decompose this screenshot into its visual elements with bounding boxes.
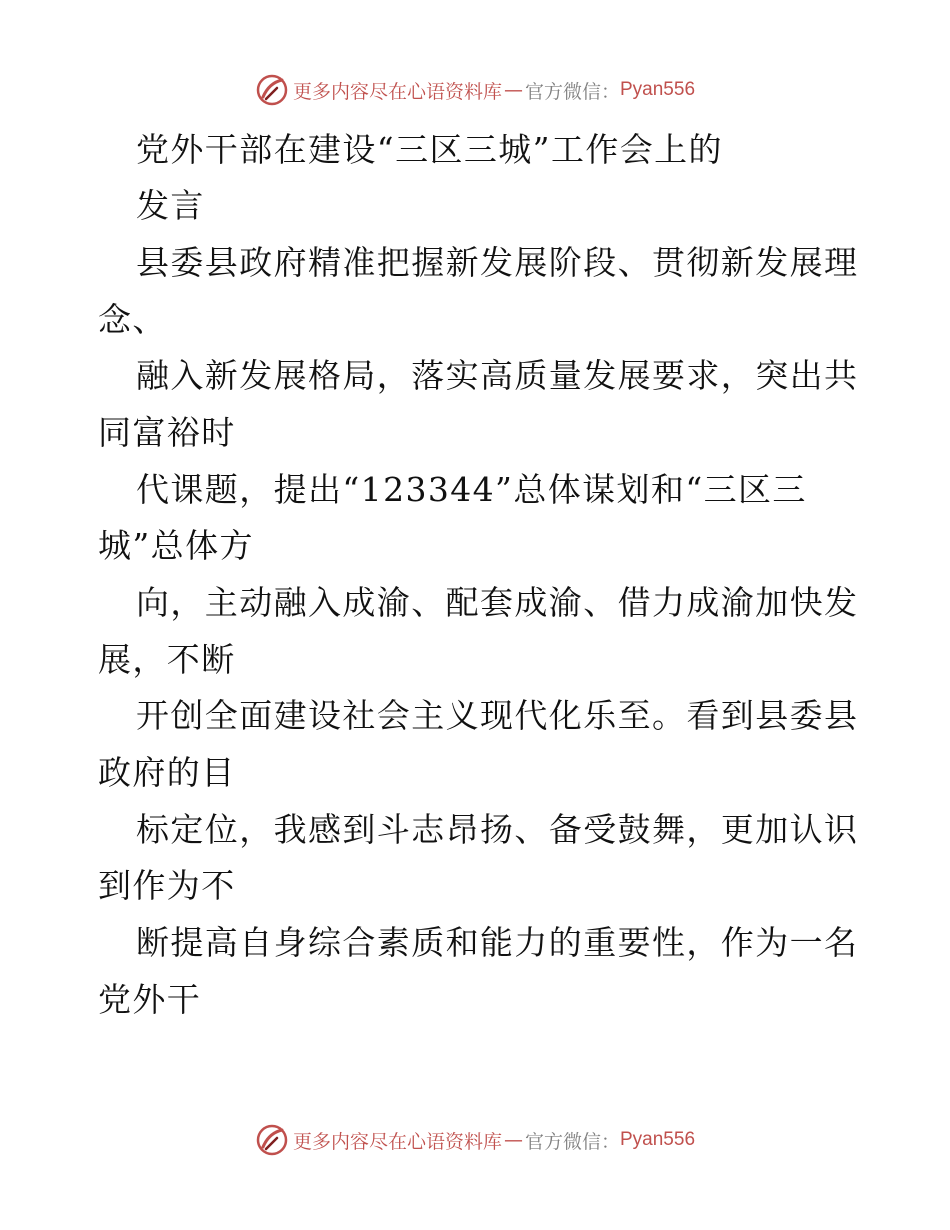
text-line: 融入新发展格局，落实高质量发展要求，突出共 <box>136 356 859 395</box>
header-watermark <box>0 70 950 110</box>
text-line: 县委县政府精准把握新发展阶段、贯彻新发展理 <box>136 243 859 282</box>
watermark-dash: — <box>503 79 523 101</box>
text-line: 城”总体方 <box>98 526 254 565</box>
text-line: 断提高自身综合素质和能力的重要性，作为一名 <box>136 923 859 962</box>
footer-watermark <box>0 1120 950 1160</box>
text-line: 党外干 <box>98 980 202 1019</box>
title-line-1: 党外干部在建设“三区三城”工作会上的 <box>136 130 723 169</box>
watermark-dash: — <box>503 1129 523 1151</box>
watermark-official: 官方微信： <box>524 80 620 103</box>
watermark-text: 更多内容尽在心语资料库 <box>292 1130 502 1153</box>
pen-logo-icon <box>255 73 289 107</box>
text-line: 代课题，提出“123344”总体谋划和“三区三 <box>136 470 807 509</box>
text-line: 标定位，我感到斗志昂扬、备受鼓舞，更加认识 <box>136 810 859 849</box>
pen-logo-icon <box>255 1123 289 1157</box>
watermark-text: 更多内容尽在心语资料库 <box>292 80 502 103</box>
text-line: 政府的目 <box>98 753 236 792</box>
text-line: 展，不断 <box>98 640 236 679</box>
text-line: 到作为不 <box>98 866 236 905</box>
watermark-id: Pyan556 <box>620 79 696 100</box>
text-line: 向，主动融入成渝、配套成渝、借力成渝加快发 <box>136 583 859 622</box>
watermark-official: 官方微信： <box>524 1130 620 1153</box>
title-line-2: 发言 <box>136 186 205 225</box>
text-line: 念、 <box>98 300 167 339</box>
watermark-id: Pyan556 <box>620 1129 696 1150</box>
text-line: 开创全面建设社会主义现代化乐至。看到县委县 <box>136 696 859 735</box>
text-line: 同富裕时 <box>98 413 236 452</box>
